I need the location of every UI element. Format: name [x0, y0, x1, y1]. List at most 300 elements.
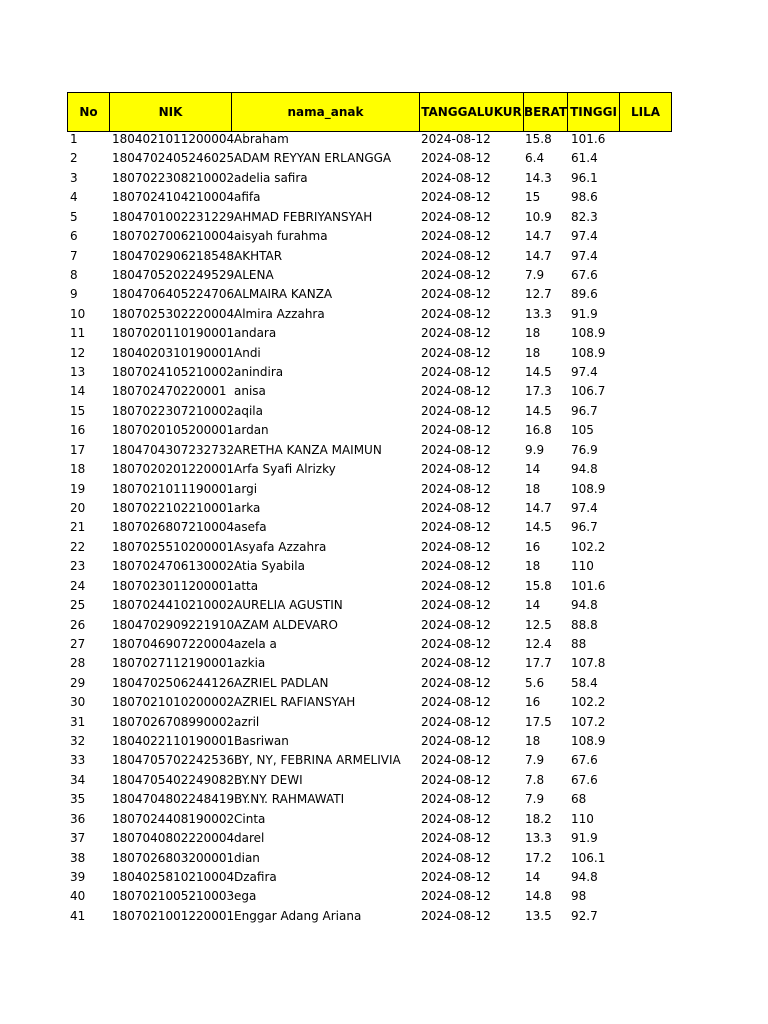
- cell-tinggi: 82.3: [571, 209, 598, 224]
- cell-berat: 18: [525, 559, 541, 574]
- cell-tinggi: 106.7: [571, 384, 606, 399]
- cell-tinggi: 107.2: [571, 714, 606, 729]
- table-row: [68, 247, 672, 266]
- table-row: [68, 751, 672, 770]
- cell-nama-anak: AURELIA AGUSTIN: [234, 598, 343, 613]
- cell-berat: 12.7: [525, 287, 552, 302]
- cell-tanggalukur: 2024-08-12: [421, 578, 491, 593]
- cell-lila: [621, 654, 671, 673]
- cell-tanggalukur: 2024-08-12: [421, 734, 491, 749]
- cell-tinggi: 97.4: [571, 229, 598, 244]
- cell-lila: [621, 480, 671, 499]
- cell-no: 4: [70, 190, 78, 205]
- cell-berat: 15.8: [525, 578, 552, 593]
- cell-lila: [621, 713, 671, 732]
- table-row: [68, 790, 672, 809]
- cell-tinggi: 58.4: [571, 675, 598, 690]
- cell-tanggalukur: 2024-08-12: [421, 850, 491, 865]
- cell-nama-anak: afifa: [234, 190, 261, 205]
- cell-no: 29: [70, 675, 86, 690]
- cell-berat: 7.9: [525, 792, 545, 807]
- cell-no: 38: [70, 850, 86, 865]
- cell-no: 18: [70, 462, 86, 477]
- table-row: [68, 363, 672, 382]
- cell-tanggalukur: 2024-08-12: [421, 889, 491, 904]
- cell-tanggalukur: 2024-08-12: [421, 306, 491, 321]
- cell-tinggi: 67.6: [571, 753, 598, 768]
- cell-berat: 17.5: [525, 714, 552, 729]
- table-row: [68, 732, 672, 751]
- cell-lila: [621, 247, 671, 266]
- cell-no: 16: [70, 423, 86, 438]
- cell-tinggi: 97.4: [571, 365, 598, 380]
- cell-lila: [621, 693, 671, 712]
- cell-nik: 1804021011200004: [112, 132, 234, 146]
- cell-nik: 1807020110190001: [112, 326, 234, 341]
- cell-tanggalukur: 2024-08-12: [421, 267, 491, 282]
- cell-tinggi: 61.4: [571, 151, 598, 166]
- table-row: [68, 480, 672, 499]
- cell-berat: 14.5: [525, 403, 552, 418]
- cell-no: 19: [70, 481, 86, 496]
- cell-no: 34: [70, 772, 86, 787]
- table-row: [68, 518, 672, 537]
- cell-tinggi: 96.7: [571, 520, 598, 535]
- cell-nik: 1804705702242536: [112, 753, 234, 768]
- cell-lila: [621, 402, 671, 421]
- cell-nama-anak: anindira: [234, 365, 284, 380]
- cell-nik: 1804020310190001: [112, 345, 234, 360]
- cell-tinggi: 108.9: [571, 481, 606, 496]
- cell-tanggalukur: 2024-08-12: [421, 384, 491, 399]
- cell-lila: [621, 887, 671, 906]
- cell-no: 6: [70, 229, 78, 244]
- cell-berat: 13.3: [525, 831, 552, 846]
- cell-lila: [621, 227, 671, 246]
- cell-no: 23: [70, 559, 86, 574]
- cell-no: 40: [70, 889, 86, 904]
- table-row: [68, 208, 672, 227]
- cell-no: 27: [70, 636, 86, 651]
- cell-nama-anak: ADAM REYYAN ERLANGGA: [234, 151, 392, 166]
- table-row: [68, 829, 672, 848]
- cell-tinggi: 91.9: [571, 306, 598, 321]
- cell-nik: 1807040802220004: [112, 831, 234, 846]
- cell-tinggi: 88.8: [571, 617, 598, 632]
- table-row: [68, 382, 672, 401]
- cell-nik: 1807022102210001: [112, 500, 234, 515]
- cell-nik: 1804022110190001: [112, 734, 234, 749]
- table-row: [68, 305, 672, 324]
- cell-nik: 1804702405246025: [112, 151, 234, 166]
- cell-nama-anak: AZAM ALDEVARO: [234, 617, 338, 632]
- cell-nik: 1807022308210002: [112, 170, 234, 185]
- table-row: [68, 266, 672, 285]
- cell-tinggi: 96.7: [571, 403, 598, 418]
- cell-lila: [621, 208, 671, 227]
- cell-tanggalukur: 2024-08-12: [421, 831, 491, 846]
- cell-no: 26: [70, 617, 86, 632]
- cell-nama-anak: ardan: [234, 423, 269, 438]
- table-row: [68, 441, 672, 460]
- cell-lila: [621, 382, 671, 401]
- cell-nama-anak: azril: [234, 714, 260, 729]
- cell-nik: 1807027112190001: [112, 656, 234, 671]
- cell-berat: 7.9: [525, 267, 545, 282]
- cell-nama-anak: ALMAIRA KANZA: [234, 287, 333, 302]
- cell-nik: 1804705402249082: [112, 772, 234, 787]
- table-row: [68, 402, 672, 421]
- cell-tanggalukur: 2024-08-12: [421, 539, 491, 554]
- cell-lila: [621, 441, 671, 460]
- cell-nama-anak: arka: [234, 500, 261, 515]
- cell-nik: 1807024105210002: [112, 365, 234, 380]
- cell-lila: [621, 810, 671, 829]
- header-no: No: [67, 92, 110, 132]
- cell-tinggi: 94.8: [571, 598, 598, 613]
- cell-nik: 1804702506244126: [112, 675, 234, 690]
- cell-tinggi: 67.6: [571, 267, 598, 282]
- cell-nik: 180702470220001: [112, 384, 227, 399]
- cell-nik: 1807027006210004: [112, 229, 234, 244]
- cell-berat: 16: [525, 695, 541, 710]
- cell-berat: 16: [525, 539, 541, 554]
- table-row: [68, 771, 672, 790]
- cell-nama-anak: argi: [234, 481, 258, 496]
- cell-tanggalukur: 2024-08-12: [421, 403, 491, 418]
- cell-nama-anak: asefa: [234, 520, 267, 535]
- cell-nama-anak: AZRIEL PADLAN: [234, 675, 329, 690]
- cell-tanggalukur: 2024-08-12: [421, 248, 491, 263]
- cell-nama-anak: ALENA: [234, 267, 274, 282]
- cell-tinggi: 102.2: [571, 539, 606, 554]
- cell-no: 5: [70, 209, 78, 224]
- cell-berat: 13.3: [525, 306, 552, 321]
- cell-nik: 1807025302220004: [112, 306, 234, 321]
- cell-nik: 1804701002231229: [112, 209, 234, 224]
- cell-lila: [621, 751, 671, 770]
- cell-tanggalukur: 2024-08-12: [421, 423, 491, 438]
- cell-lila: [621, 266, 671, 285]
- header-nik: NIK: [109, 92, 232, 132]
- table-row: [68, 188, 672, 207]
- cell-no: 37: [70, 831, 86, 846]
- cell-tanggalukur: 2024-08-12: [421, 462, 491, 477]
- cell-no: 1: [70, 132, 78, 146]
- cell-nik: 1804702909221910: [112, 617, 234, 632]
- cell-tinggi: 97.4: [571, 500, 598, 515]
- cell-berat: 14.7: [525, 500, 552, 515]
- table-row: [68, 849, 672, 868]
- cell-nama-anak: Atia Syabila: [234, 559, 305, 574]
- cell-nik: 1807026803200001: [112, 850, 234, 865]
- cell-tinggi: 101.6: [571, 578, 606, 593]
- table-row: [68, 713, 672, 732]
- cell-berat: 18: [525, 734, 541, 749]
- cell-tanggalukur: 2024-08-12: [421, 520, 491, 535]
- table-row: [68, 421, 672, 440]
- header-berat: BERAT: [523, 92, 568, 132]
- cell-tanggalukur: 2024-08-12: [421, 869, 491, 884]
- cell-nama-anak: Andi: [234, 345, 261, 360]
- cell-no: 20: [70, 500, 86, 515]
- cell-nik: 1807024104210004: [112, 190, 234, 205]
- cell-nama-anak: Enggar Adang Ariana: [234, 908, 362, 923]
- cell-nik: 1807021001220001: [112, 908, 234, 923]
- table-row: [68, 169, 672, 188]
- cell-berat: 7.9: [525, 753, 545, 768]
- cell-lila: [621, 616, 671, 635]
- cell-tinggi: 98: [571, 889, 587, 904]
- table-row: [68, 499, 672, 518]
- cell-no: 3: [70, 170, 78, 185]
- cell-tanggalukur: 2024-08-12: [421, 151, 491, 166]
- cell-nik: 1807024706130002: [112, 559, 234, 574]
- cell-nik: 1807021005210003: [112, 889, 234, 904]
- cell-nama-anak: Almira Azzahra: [234, 306, 325, 321]
- cell-tinggi: 89.6: [571, 287, 598, 302]
- cell-berat: 6.4: [525, 151, 545, 166]
- cell-nama-anak: AHMAD FEBRIYANSYAH: [234, 209, 373, 224]
- table-row: [68, 577, 672, 596]
- cell-berat: 14.5: [525, 520, 552, 535]
- cell-nama-anak: azela a: [234, 636, 277, 651]
- table-row: [68, 868, 672, 887]
- cell-nik: 1804704802248419: [112, 792, 234, 807]
- cell-nama-anak: darel: [234, 831, 265, 846]
- cell-berat: 5.6: [525, 675, 545, 690]
- cell-nik: 1807026708990002: [112, 714, 234, 729]
- cell-tinggi: 106.1: [571, 850, 606, 865]
- cell-tanggalukur: 2024-08-12: [421, 500, 491, 515]
- cell-nama-anak: Arfa Syafi Alrizky: [234, 462, 336, 477]
- cell-no: 15: [70, 403, 86, 418]
- cell-no: 13: [70, 365, 86, 380]
- cell-nama-anak: andara: [234, 326, 277, 341]
- cell-tanggalukur: 2024-08-12: [421, 656, 491, 671]
- cell-no: 25: [70, 598, 86, 613]
- cell-lila: [621, 363, 671, 382]
- cell-berat: 14.7: [525, 248, 552, 263]
- cell-tinggi: 98.6: [571, 190, 598, 205]
- cell-berat: 14: [525, 598, 541, 613]
- cell-nik: 1807022307210002: [112, 403, 234, 418]
- cell-tinggi: 94.8: [571, 869, 598, 884]
- cell-tinggi: 76.9: [571, 442, 598, 457]
- table-row: [68, 810, 672, 829]
- table-row: [68, 460, 672, 479]
- cell-tanggalukur: 2024-08-12: [421, 792, 491, 807]
- header-lila: LILA: [619, 92, 672, 132]
- cell-tanggalukur: 2024-08-12: [421, 229, 491, 244]
- cell-lila: [621, 344, 671, 363]
- cell-berat: 17.3: [525, 384, 552, 399]
- cell-no: 32: [70, 734, 86, 749]
- cell-nama-anak: ega: [234, 889, 257, 904]
- cell-nik: 1804025810210004: [112, 869, 234, 884]
- cell-nik: 1807025510200001: [112, 539, 234, 554]
- cell-berat: 14: [525, 869, 541, 884]
- cell-nama-anak: Abraham: [234, 132, 289, 146]
- cell-tanggalukur: 2024-08-12: [421, 345, 491, 360]
- cell-nik: 1807024410210002: [112, 598, 234, 613]
- cell-nama-anak: adelia safira: [234, 170, 308, 185]
- table-row: [68, 907, 672, 926]
- cell-lila: [621, 771, 671, 790]
- cell-no: 24: [70, 578, 86, 593]
- cell-tinggi: 68: [571, 792, 587, 807]
- table-row: [68, 344, 672, 363]
- cell-nik: 1804702906218548: [112, 248, 234, 263]
- cell-berat: 14.8: [525, 889, 552, 904]
- cell-no: 39: [70, 869, 86, 884]
- cell-tinggi: 92.7: [571, 908, 598, 923]
- cell-berat: 14.3: [525, 170, 552, 185]
- cell-nik: 1804705202249529: [112, 267, 234, 282]
- table-row: [68, 616, 672, 635]
- cell-nama-anak: BY.NY. RAHMAWATI: [234, 792, 345, 807]
- cell-tanggalukur: 2024-08-12: [421, 287, 491, 302]
- cell-berat: 14.7: [525, 229, 552, 244]
- cell-berat: 18.2: [525, 811, 552, 826]
- table-row: [68, 693, 672, 712]
- cell-no: 8: [70, 267, 78, 282]
- cell-no: 9: [70, 287, 78, 302]
- cell-lila: [621, 130, 671, 149]
- cell-tinggi: 96.1: [571, 170, 598, 185]
- table-row: [68, 654, 672, 673]
- cell-tanggalukur: 2024-08-12: [421, 617, 491, 632]
- cell-no: 41: [70, 908, 86, 923]
- cell-berat: 17.7: [525, 656, 552, 671]
- cell-no: 11: [70, 326, 86, 341]
- cell-nama-anak: aqila: [234, 403, 263, 418]
- cell-tanggalukur: 2024-08-12: [421, 481, 491, 496]
- cell-tinggi: 91.9: [571, 831, 598, 846]
- cell-nama-anak: azkia: [234, 656, 266, 671]
- cell-tinggi: 88: [571, 636, 587, 651]
- cell-tinggi: 110: [571, 811, 594, 826]
- cell-lila: [621, 305, 671, 324]
- cell-nama-anak: atta: [234, 578, 259, 593]
- cell-berat: 18: [525, 326, 541, 341]
- cell-nama-anak: aisyah furahma: [234, 229, 328, 244]
- cell-berat: 18: [525, 345, 541, 360]
- cell-lila: [621, 596, 671, 615]
- cell-berat: 18: [525, 481, 541, 496]
- header-tinggi: TINGGI: [567, 92, 620, 132]
- cell-no: 10: [70, 306, 86, 321]
- cell-nik: 1807026807210004: [112, 520, 234, 535]
- cell-berat: 16.8: [525, 423, 552, 438]
- cell-tanggalukur: 2024-08-12: [421, 326, 491, 341]
- cell-tanggalukur: 2024-08-12: [421, 598, 491, 613]
- cell-nik: 1804704307232732: [112, 442, 234, 457]
- cell-berat: 7.8: [525, 772, 545, 787]
- cell-lila: [621, 421, 671, 440]
- cell-lila: [621, 849, 671, 868]
- cell-lila: [621, 674, 671, 693]
- table-row: [68, 887, 672, 906]
- cell-tanggalukur: 2024-08-12: [421, 908, 491, 923]
- cell-tanggalukur: 2024-08-12: [421, 695, 491, 710]
- cell-tanggalukur: 2024-08-12: [421, 714, 491, 729]
- cell-no: 35: [70, 792, 86, 807]
- table-row: [68, 227, 672, 246]
- cell-tinggi: 67.6: [571, 772, 598, 787]
- cell-nik: 1807020201220001: [112, 462, 234, 477]
- cell-no: 33: [70, 753, 86, 768]
- cell-tanggalukur: 2024-08-12: [421, 811, 491, 826]
- table-row: [68, 635, 672, 654]
- cell-nama-anak: AKHTAR: [234, 248, 283, 263]
- cell-nama-anak: BY, NY, FEBRINA ARMELIVIA: [234, 753, 401, 768]
- cell-no: 17: [70, 442, 86, 457]
- cell-no: 2: [70, 151, 78, 166]
- cell-lila: [621, 169, 671, 188]
- cell-tinggi: 102.2: [571, 695, 606, 710]
- cell-lila: [621, 635, 671, 654]
- cell-nama-anak: AZRIEL RAFIANSYAH: [234, 695, 356, 710]
- cell-tanggalukur: 2024-08-12: [421, 209, 491, 224]
- cell-lila: [621, 868, 671, 887]
- cell-tanggalukur: 2024-08-12: [421, 170, 491, 185]
- cell-lila: [621, 324, 671, 343]
- cell-no: 7: [70, 248, 78, 263]
- cell-lila: [621, 557, 671, 576]
- cell-lila: [621, 285, 671, 304]
- cell-lila: [621, 790, 671, 809]
- cell-no: 21: [70, 520, 86, 535]
- cell-berat: 17.2: [525, 850, 552, 865]
- cell-lila: [621, 907, 671, 926]
- cell-tinggi: 94.8: [571, 462, 598, 477]
- cell-no: 22: [70, 539, 86, 554]
- cell-berat: 9.9: [525, 442, 545, 457]
- cell-no: 31: [70, 714, 86, 729]
- cell-nik: 1807046907220004: [112, 636, 234, 651]
- cell-tinggi: 105: [571, 423, 594, 438]
- cell-tanggalukur: 2024-08-12: [421, 753, 491, 768]
- table-row: [68, 538, 672, 557]
- cell-tinggi: 110: [571, 559, 594, 574]
- cell-tanggalukur: 2024-08-12: [421, 675, 491, 690]
- table-row: [68, 674, 672, 693]
- cell-nik: 1807021010200002: [112, 695, 234, 710]
- cell-no: 36: [70, 811, 86, 826]
- cell-no: 12: [70, 345, 86, 360]
- cell-berat: 12.4: [525, 636, 552, 651]
- cell-nik: 1804706405224706: [112, 287, 234, 302]
- cell-no: 28: [70, 656, 86, 671]
- cell-berat: 14: [525, 462, 541, 477]
- cell-nik: 1807020105200001: [112, 423, 234, 438]
- cell-lila: [621, 188, 671, 207]
- table-row: [68, 149, 672, 168]
- cell-tanggalukur: 2024-08-12: [421, 442, 491, 457]
- cell-tanggalukur: 2024-08-12: [421, 365, 491, 380]
- cell-berat: 12.5: [525, 617, 552, 632]
- cell-lila: [621, 829, 671, 848]
- cell-berat: 15: [525, 190, 541, 205]
- cell-nama-anak: Basriwan: [234, 734, 289, 749]
- header-nama-anak: nama_anak: [231, 92, 420, 132]
- table-row: [68, 285, 672, 304]
- table-row: [68, 557, 672, 576]
- cell-lila: [621, 518, 671, 537]
- cell-lila: [621, 460, 671, 479]
- cell-berat: 14.5: [525, 365, 552, 380]
